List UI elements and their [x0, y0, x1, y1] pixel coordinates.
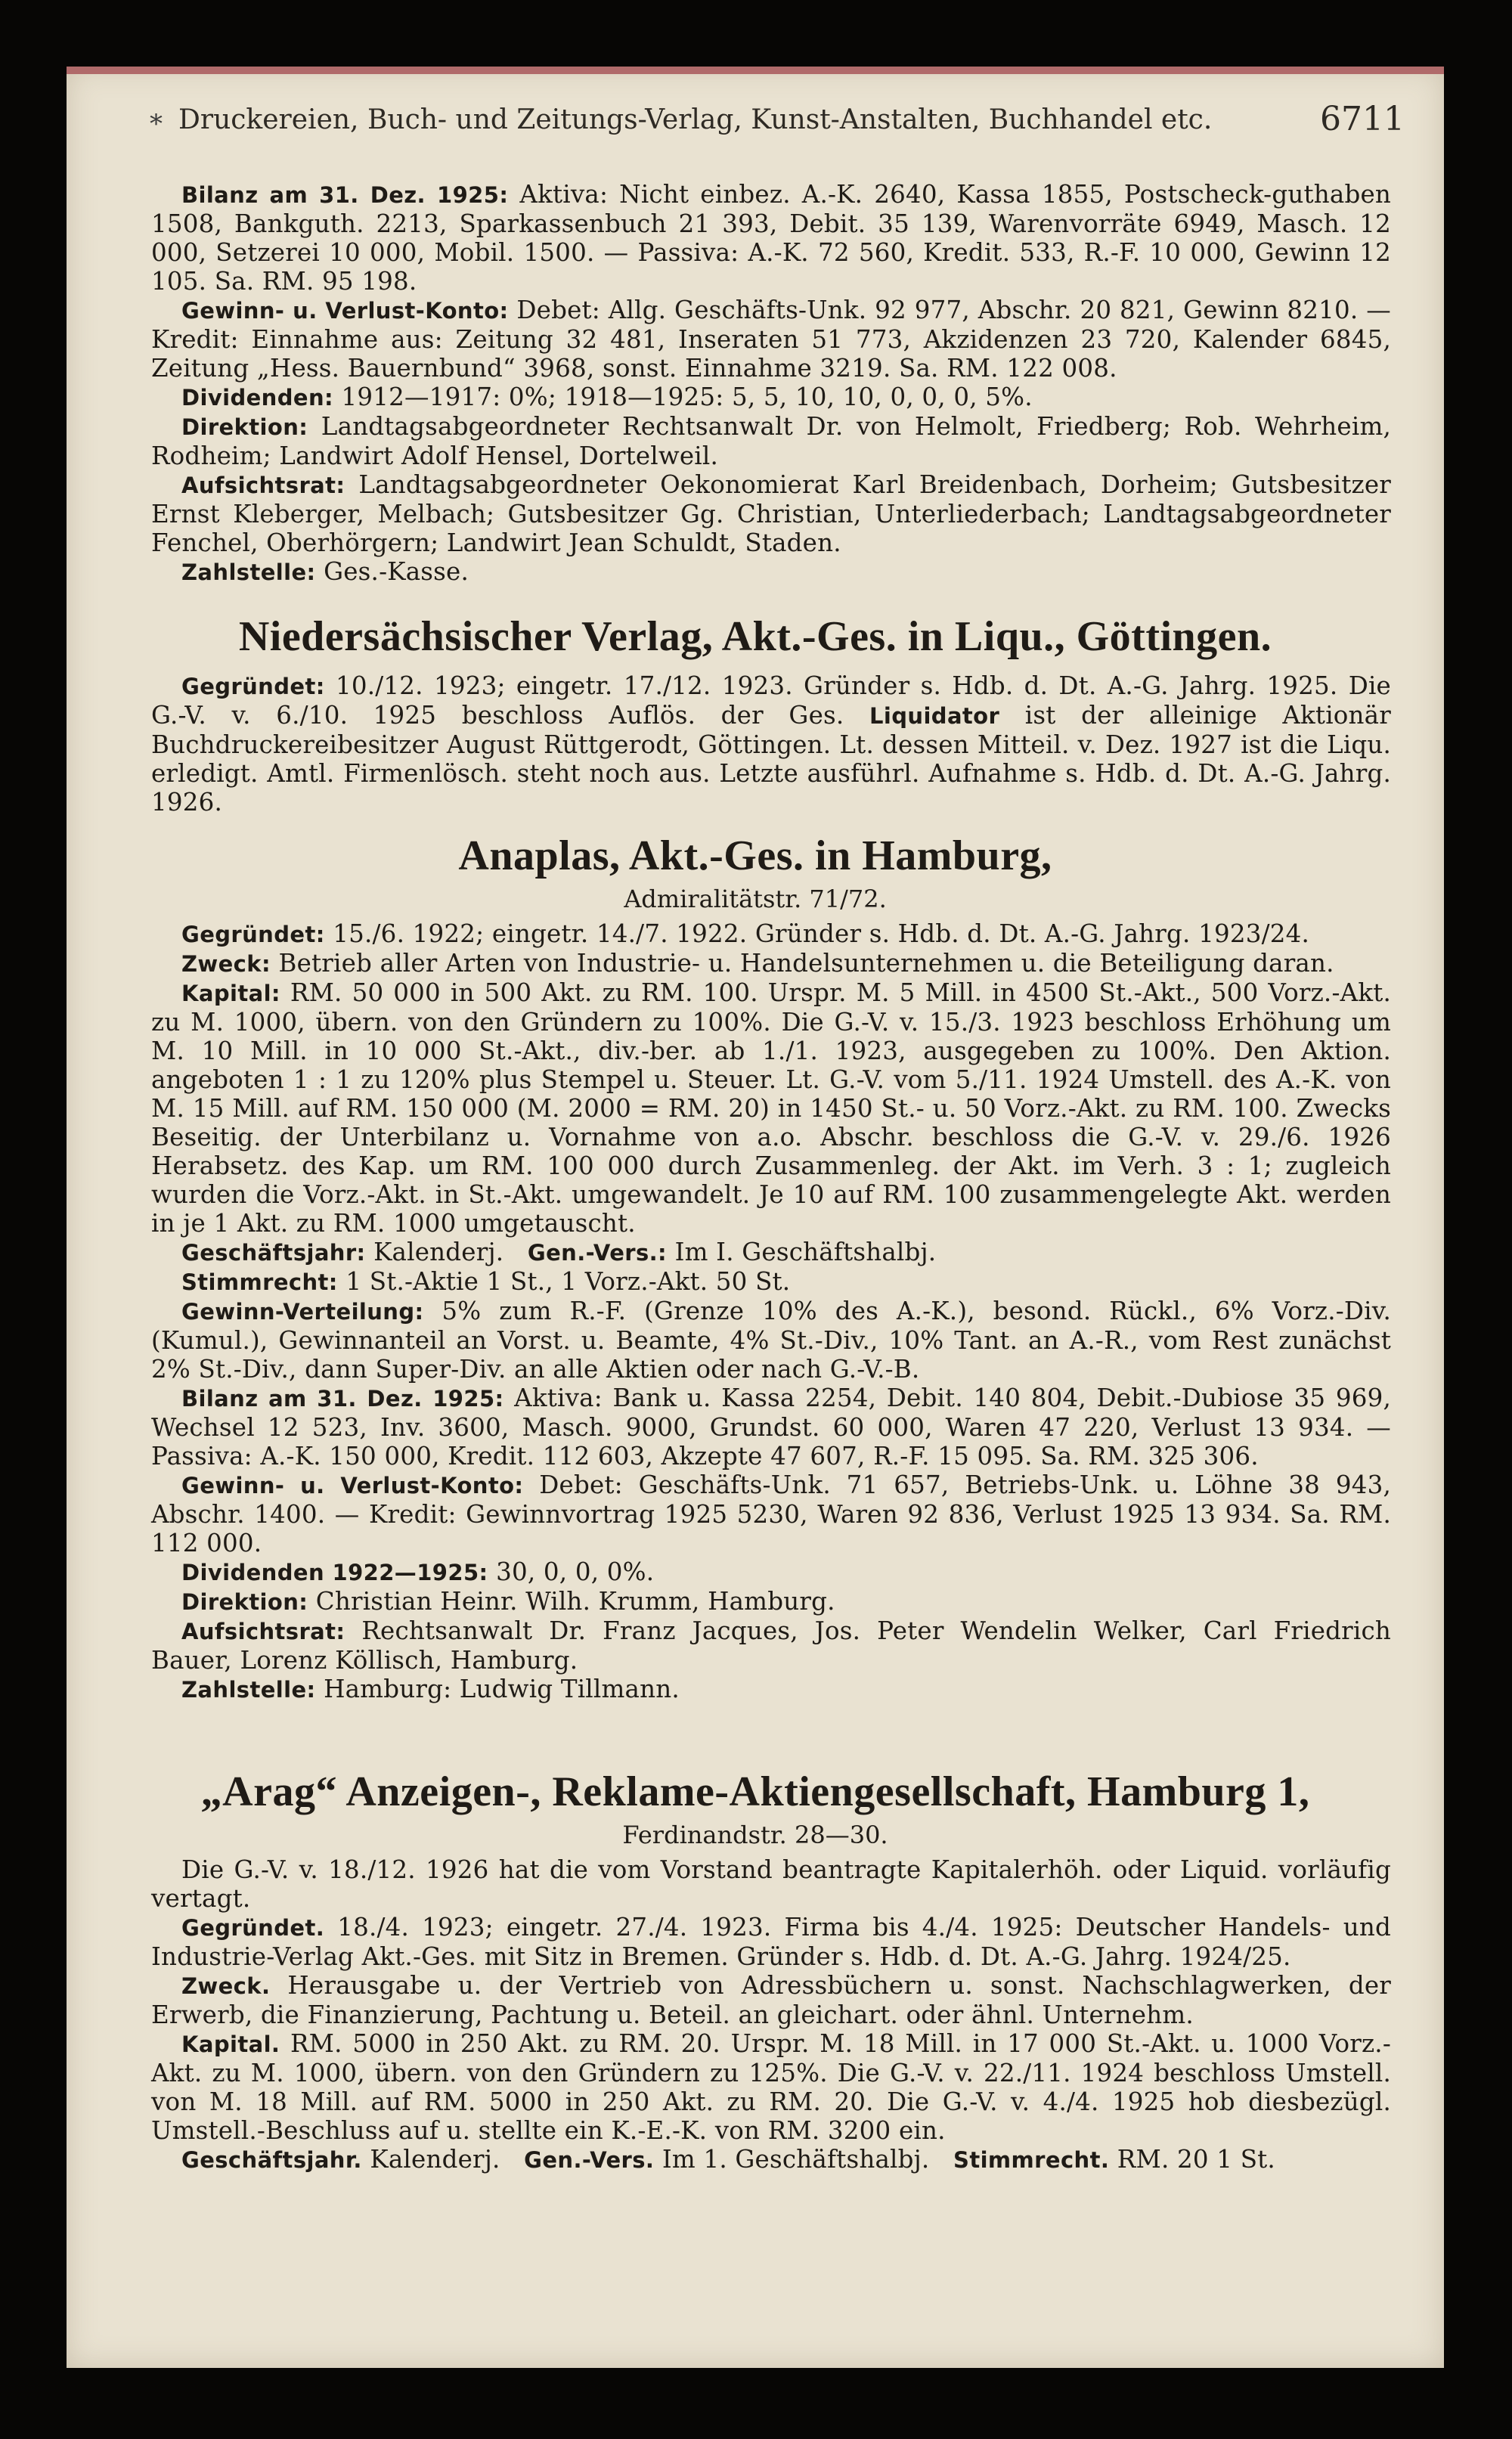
- entry-label: Zweck:: [181, 951, 271, 977]
- entry-text: 1912—1917: 0%; 1918—1925: 5, 5, 10, 10, 0, 0, 0, 5%.: [341, 383, 1033, 411]
- entry-label: Dividenden 1922—1925:: [181, 1560, 488, 1585]
- entry-text: 18./4. 1923; eingetr. 27./4. 1923. Firma bis 4./4. 1925: Deutscher Handels- und Industrie-Verlag Akt.-Ges. mit Sitz in Bremen. Gründer s. Hdb. d. Dt. A.-G. Jahrg. 1924/25.: [151, 1913, 1391, 1971]
- company-title-arag: „Arag“ Anzeigen-, Reklame-Aktiengesellschaft, Hamburg 1,: [200, 1768, 1310, 1815]
- zahlstelle-entry: [151, 1675, 1391, 1704]
- section-anaplas: [151, 919, 1391, 1704]
- entry-text: Debet: Geschäfts-Unk. 71 657, Betriebs-Unk. u. Löhne 38 943, Abschr. 1400. — Kredit: Gewinnvortrag 1925 5230, Waren 92 836, Verlust 1925 13 934. Sa. RM. 112 000.: [151, 1471, 1392, 1557]
- entry-label: Zweck.: [181, 1973, 271, 1999]
- entry-label: Gewinn- u. Verlust-Konto:: [181, 298, 509, 324]
- entry-text: Kalenderj.: [370, 2145, 500, 2174]
- section-arag: [151, 1855, 1391, 2174]
- bilanz-entry: [151, 180, 1391, 296]
- geschaeftsjahr-entry: [151, 1238, 1391, 1267]
- entry-text: Landtagsabgeordneter Rechtsanwalt Dr. von Helmolt, Friedberg; Rob. Wehrheim, Rodheim; Landwirt Adolf Hensel, Dortelweil.: [151, 412, 1391, 470]
- entry-label: Bilanz am 31. Dez. 1925:: [181, 1386, 504, 1412]
- entry-text: 15./6. 1922; eingetr. 14./7. 1922. Gründer s. Hdb. d. Dt. A.-G. Jahrg. 1923/24.: [333, 919, 1310, 948]
- entry-label: Stimmrecht.: [953, 2147, 1110, 2173]
- entry-label: Gewinn-Verteilung:: [181, 1299, 424, 1325]
- running-header: [67, 97, 1444, 165]
- entry-label: Gen.-Vers.: [524, 2147, 655, 2173]
- aufsichtsrat-entry: [151, 1616, 1391, 1675]
- header-title: Druckereien, Buch- und Zeitungs-Verlag, Kunst-Anstalten, Buchhandel etc.: [178, 104, 1213, 135]
- entry-text: Kalenderj.: [373, 1238, 504, 1266]
- gegruendet-entry: [151, 1913, 1391, 1971]
- dividenden-entry: [151, 1557, 1391, 1587]
- entry-text: RM. 20 1 St.: [1117, 2145, 1275, 2174]
- bilanz-entry: [151, 1384, 1391, 1471]
- entry-label: Gegründet.: [181, 1915, 325, 1941]
- entry-text: ist der alleinige Aktionär Buchdruckereibesitzer August Rüttgerodt, Göttingen. Lt. dessen Mitteil. v. Dez. 1927 ist die Liqu. erledigt. Amtl. Firmenlösch. steht noch aus. Letzte ausführl. Aufnahme s. Hdb. d. Dt. A.-G. Jahrg. 1926.: [151, 701, 1391, 817]
- document-page: [67, 67, 1444, 2368]
- entry-label: Aufsichtsrat:: [181, 473, 345, 498]
- gewinn-entry: [151, 1471, 1391, 1557]
- section-top: [151, 180, 1391, 587]
- entry-label: Gen.-Vers.:: [527, 1240, 668, 1266]
- entry-text: Betrieb aller Arten von Industrie- u. Handelsunternehmen u. die Beteiligung daran.: [278, 949, 1334, 978]
- gewinn-entry: [151, 296, 1391, 383]
- kapital-entry: [151, 978, 1391, 1238]
- entry-text: Aktiva: Nicht einbez. A.-K. 2640, Kassa 1855, Postscheck-guthaben 1508, Bankguth. 2213, Sparkassenbuch 21 393, Debit. 35 139, Warenvorräte 6949, Masch. 12 000, Setzerei 10 000, Mobil. 1500. — Passiva: A.-K. 72 560, Kredit. 533, R.-F. 10 000, Gewinn 12 105. Sa. RM. 95 198.: [151, 180, 1392, 296]
- entry-text: Christian Heinr. Wilh. Krumm, Hamburg.: [315, 1587, 835, 1616]
- entry-label: Geschäftsjahr.: [181, 2147, 362, 2173]
- entry-label: Kapital.: [181, 2031, 280, 2057]
- entry-label: Kapital:: [181, 981, 280, 1006]
- company-title-niedersachsen: Niedersächsischer Verlag, Akt.-Ges. in Liqu., Göttingen.: [238, 613, 1272, 660]
- company-address-arag: Ferdinandstr. 28—30.: [622, 1821, 888, 1849]
- entry-label: Zahlstelle:: [181, 559, 316, 585]
- intro-entry: Die G.-V. v. 18./12. 1926 hat die vom Vorstand beantragte Kapitalerhöh. oder Liquid. vorläufig vertagt.: [151, 1855, 1391, 1913]
- entry-text: Hamburg: Ludwig Tillmann.: [324, 1675, 680, 1703]
- zweck-entry: [151, 1971, 1391, 2029]
- entry-text: 30, 0, 0, 0%.: [496, 1557, 655, 1586]
- entry-label: Gegründet:: [181, 674, 325, 699]
- entry-label: Direktion:: [181, 1589, 308, 1615]
- page-number: 6711: [1320, 100, 1405, 138]
- direktion-entry: [151, 412, 1391, 470]
- gegruendet-entry: [151, 671, 1391, 817]
- dividenden-entry: [151, 383, 1391, 412]
- entry-label: Bilanz am 31. Dez. 1925:: [181, 182, 509, 208]
- entry-text: Aktiva: Bank u. Kassa 2254, Debit. 140 804, Debit.-Dubiose 35 969, Wechsel 12 523, Inv. 3600, Masch. 9000, Grundst. 60 000, Waren 47 220, Verlust 13 934. — Passiva: A.-K. 150 000, Kredit. 112 603, Akzepte 47 607, R.-F. 15 095. Sa. RM. 325 306.: [151, 1384, 1391, 1471]
- entry-label: Stimmrecht:: [181, 1269, 338, 1295]
- entry-label: Gegründet:: [181, 922, 325, 947]
- entry-label: Aufsichtsrat:: [181, 1619, 345, 1644]
- zahlstelle-entry: [151, 557, 1391, 587]
- entry-label: Dividenden:: [181, 385, 333, 411]
- entry-text: RM. 5000 in 250 Akt. zu RM. 20. Urspr. M. 18 Mill. in 17 000 St.-Akt. u. 1000 Vorz.-Akt. zu M. 1000, übern. von den Gründern zu 125%. Die G.-V. v. 22./11. 1924 beschloss Umstell. von M. 18 Mill. auf RM. 5000 in 250 Akt. zu RM. 20. Die G.-V. v. 4./4. 1925 hob diesbezügl. Umstell.-Beschluss auf u. stellte ein K.-E.-K. von RM. 3200 ein.: [151, 2029, 1392, 2145]
- entry-label: Direktion:: [181, 414, 308, 440]
- entry-label: Zahlstelle:: [181, 1677, 316, 1703]
- verteilung-entry: [151, 1297, 1391, 1384]
- entry-text: Ges.-Kasse.: [324, 557, 469, 586]
- direktion-entry: [151, 1587, 1391, 1616]
- entry-text: 10./12. 1923; eingetr. 17./12. 1923. Gründer s. Hdb. d. Dt. A.-G. Jahrg. 1925. Die G.-V. v. 6./10. 1925 beschloss Auflös. der Ges.: [151, 671, 1391, 730]
- entry-text: RM. 50 000 in 500 Akt. zu RM. 100. Urspr. M. 5 Mill. in 4500 St.-Akt., 500 Vorz.-Akt. zu M. 1000, übern. von den Gründern zu 100%. Die G.-V. v. 15./3. 1923 beschloss Erhöhung um M. 10 Mill. in 10 000 St.-Akt., div.-ber. ab 1./1. 1923, ausgegeben zu 100%. Den Aktion. angeboten 1 : 1 zu 120% plus Stempel u. Steuer. Lt. G.-V. vom 5./11. 1924 Umstell. des A.-K. von M. 15 Mill. auf RM. 150 000 (M. 2000 = RM. 20) in 1450 St.- u. 50 Vorz.-Akt. zu RM. 100. Zwecks Beseitig. der Unterbilanz u. Vornahme von a.o. Abschr. beschloss die G.-V. v. 29./6. 1926 Herabsetz. des Kap. um RM. 100 000 durch Zusammenleg. der Akt. im Verh. 3 : 1; zugleich wurden die Vorz.-Akt. in St.-Akt. umgewandelt. Je 10 auf RM. 100 zusammengelegte Akt. werden in je 1 Akt. zu RM. 1000 umgetauscht.: [151, 978, 1392, 1238]
- company-title-anaplas: Anaplas, Akt.-Ges. in Hamburg,: [458, 832, 1052, 879]
- entry-label: Liquidator: [869, 703, 1000, 729]
- entry-text: Rechtsanwalt Dr. Franz Jacques, Jos. Peter Wendelin Welker, Carl Friedrich Bauer, Lorenz Köllisch, Hamburg.: [151, 1616, 1391, 1675]
- entry-text: Landtagsabgeordneter Oekonomierat Karl Breidenbach, Dorheim; Gutsbesitzer Ernst Kleberger, Melbach; Gutsbesitzer Gg. Christian, Unterliederbach; Landtagsabgeordneter Fenchel, Oberhörgern; Landwirt Jean Schuldt, Staden.: [151, 470, 1391, 557]
- header-marker: *: [150, 109, 163, 139]
- gegruendet-entry: [151, 919, 1391, 949]
- section-niedersachsen: [151, 671, 1391, 817]
- entry-label: Geschäftsjahr:: [181, 1240, 366, 1266]
- entry-label: Gewinn- u. Verlust-Konto:: [181, 1473, 524, 1498]
- geschaeftsjahr-entry: [151, 2145, 1391, 2174]
- entry-text: Im I. Geschäftshalbj.: [674, 1238, 937, 1266]
- entry-text: 5% zum R.-F. (Grenze 10% des A.-K.), besond. Rückl., 6% Vorz.-Div. (Kumul.), Gewinnanteil an Vorst. u. Beamte, 4% St.-Div., 10% Tant. an A.-R., vom Rest zunächst 2% St.-Div., dann Super-Div. an alle Aktien oder nach G.-V.-B.: [151, 1297, 1391, 1384]
- entry-text: 1 St.-Aktie 1 St., 1 Vorz.-Akt. 50 St.: [345, 1267, 791, 1296]
- aufsichtsrat-entry: [151, 470, 1391, 557]
- stimmrecht-entry: [151, 1267, 1391, 1297]
- entry-text: Debet: Allg. Geschäfts-Unk. 92 977, Abschr. 20 821, Gewinn 8210. — Kredit: Einnahme aus: Zeitung 32 481, Inseraten 51 773, Akzidenzen 23 720, Kalender 6845, Zeitung „Hess. Bauernbund“ 3968, sonst. Einnahme 3219. Sa. RM. 122 008.: [151, 296, 1391, 383]
- entry-text: Herausgabe u. der Vertrieb von Adressbüchern u. sonst. Nachschlagwerken, der Erwerb, die Finanzierung, Pachtung u. Beteil. an gleichart. oder ähnl. Unternehm.: [151, 1971, 1392, 2029]
- kapital-entry: [151, 2029, 1391, 2145]
- company-address-anaplas: Admiralitätstr. 71/72.: [624, 885, 887, 913]
- zweck-entry: [151, 949, 1391, 978]
- entry-text: Im 1. Geschäftshalbj.: [662, 2145, 930, 2174]
